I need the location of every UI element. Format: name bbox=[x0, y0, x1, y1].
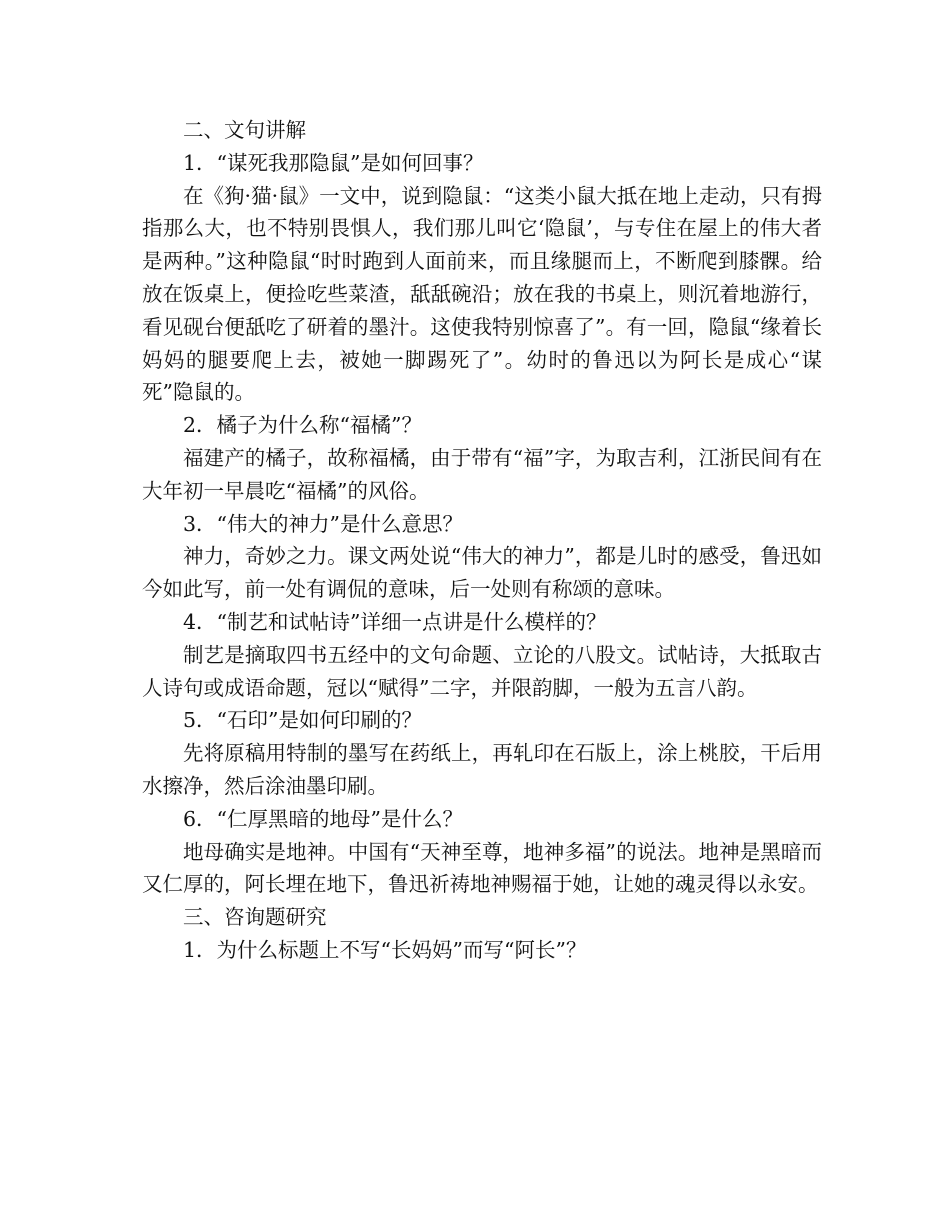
study-question-1-heading: 1．为什么标题上不写“长妈妈”而写“阿长”？ bbox=[183, 937, 587, 962]
question-4-heading: 4．“制艺和试帖诗”详细一点讲是什么模样的？ bbox=[183, 609, 607, 634]
question-6-heading: 6．“仁厚黑暗的地母”是什么？ bbox=[183, 806, 464, 831]
section-heading-question-study: 三、咨询题研究 bbox=[183, 905, 327, 930]
question-3-heading: 3．“伟大的神力”是什么意思？ bbox=[183, 511, 464, 536]
answer-4-paragraph: 制艺是摘取四书五经中的文句命题、立论的八股文。试帖诗，大抵取古人诗句或成语命题，冠以“赋得”二字，并限韵脚，一般为五言八韵。 bbox=[142, 642, 822, 700]
answer-3-paragraph: 神力，奇妙之力。课文两处说“伟大的神力”，都是儿时的感受，鲁迅如今如此写，前一处有调侃的意味，后一处则有称颂的意味。 bbox=[142, 544, 822, 602]
answer-5-paragraph: 先将原稿用特制的墨写在药纸上，再轧印在石版上，涂上桃胶，干后用水擦净，然后涂油墨印刷。 bbox=[142, 741, 822, 798]
answer-2-paragraph: 福建产的橘子，故称福橘，由于带有“福”字，为取吉利，江浙民间有在大年初一早晨吃“福橘”的风俗。 bbox=[142, 445, 822, 503]
answer-6-paragraph: 地母确实是地神。中国有“天神至尊，地神多福”的说法。地神是黑暗而又仁厚的，阿长埋在地下，鲁迅祈祷地神赐福于她，让她的魂灵得以永安。 bbox=[142, 839, 822, 897]
question-1-heading: 1．“谋死我那隐鼠”是如何回事？ bbox=[183, 150, 484, 175]
answer-1-paragraph: 在《狗·猫·鼠》一文中，说到隐鼠：“这类小鼠大抵在地上走动，只有拇指那么大，也不特别畏惧人，我们那儿叫它‘隐鼠’，与专住在屋上的伟大者是两种。”这种隐鼠“时时跑到人面前来，而且缘腿而上，不断爬到膝髁。给放在饭桌上，便捡吃些菜渣，舐舐碗沿；放在我的书桌上，则沉着地游行，看见砚台便舐吃了研着的墨汁。这使我特别惊喜了”。有一回，隐鼠“缘着长妈妈的腿要爬上去，被她一脚踢死了”。幼时的鲁迅以为阿长是成心“谋死”隐鼠的。 bbox=[142, 183, 822, 405]
section-heading-sentence-explanation: 二、文句讲解 bbox=[183, 118, 306, 142]
question-2-heading: 2．橘子为什么称“福橘”？ bbox=[183, 413, 423, 438]
question-5-heading: 5．“石印”是如何印刷的？ bbox=[183, 708, 423, 733]
document-page bbox=[142, 114, 822, 967]
